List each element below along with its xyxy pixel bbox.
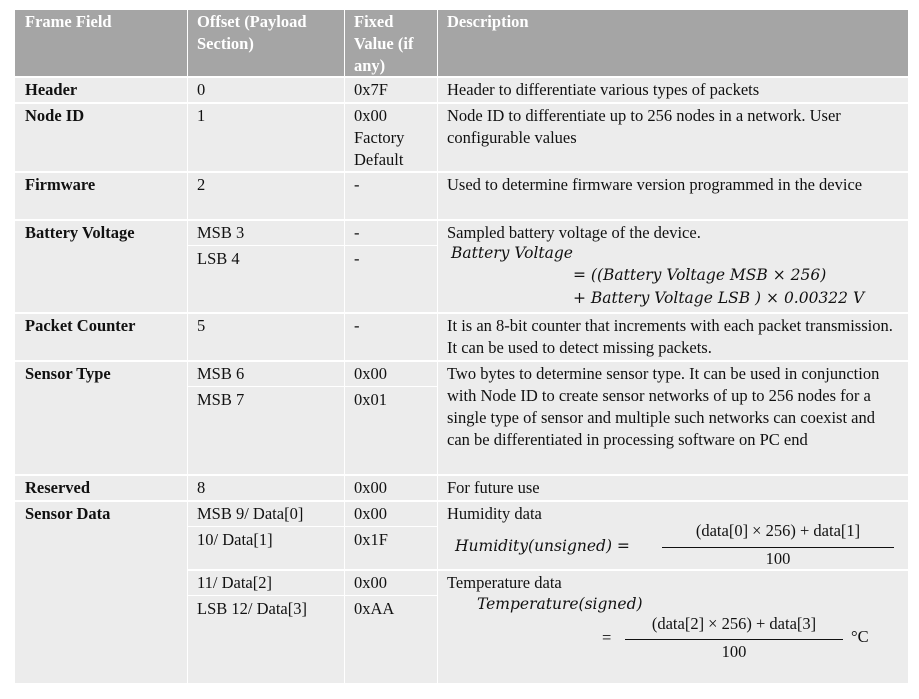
offset-packet-counter: 5 (197, 316, 206, 335)
field-battery-voltage: Battery Voltage (25, 223, 135, 242)
offset-sensor-data-11: 11/ Data[2] (197, 573, 272, 592)
temperature-equals: = (602, 628, 612, 647)
offset-sensor-data-12: LSB 12/ Data[3] (197, 599, 307, 618)
temperature-unit: °C (851, 627, 869, 646)
fixed-node-id: 0x00 Factory Default (354, 106, 405, 169)
row-sep-5 (15, 360, 908, 362)
row-sep-7 (15, 500, 908, 502)
field-sensor-type: Sensor Type (25, 364, 111, 383)
sub-sep-battery (188, 245, 437, 246)
battery-eq-line3: + Battery Voltage LSB ) × 0.00322 V (573, 289, 865, 307)
humidity-lhs: Humidity(unsigned) = (455, 537, 630, 555)
temperature-fraction-bar (625, 639, 843, 640)
field-header: Header (25, 80, 78, 99)
header-fixed-value: Fixed Value (if any) (344, 10, 437, 76)
offset-sensor-data-10: 10/ Data[1] (197, 530, 273, 549)
grid-line-v1 (187, 10, 188, 683)
row-sep-8 (187, 569, 908, 571)
temperature-numerator: (data[2] × 256) + data[3] (651, 614, 817, 633)
desc-node-id: Node ID to differentiate up to 256 nodes in a network. User configurable values (447, 106, 841, 147)
offset-sensor-type-7: MSB 7 (197, 390, 245, 409)
sub-sep-sensor-type (188, 386, 437, 387)
fixed-packet-counter: - (354, 316, 360, 335)
desc-header: Header to differentiate various types of packets (447, 80, 760, 99)
header-description: Description (437, 10, 908, 76)
offset-battery-msb: MSB 3 (197, 223, 245, 242)
fixed-sensor-data-9: 0x00 (354, 504, 387, 523)
field-packet-counter: Packet Counter (25, 316, 136, 335)
header-frame-field: Frame Field (15, 10, 187, 76)
desc-firmware: Used to determine firmware version programmed in the device (447, 175, 863, 194)
humidity-numerator: (data[0] × 256) + data[1] (695, 521, 861, 540)
row-sep-4 (15, 312, 908, 314)
fixed-firmware: - (354, 175, 360, 194)
offset-sensor-data-9: MSB 9/ Data[0] (197, 504, 304, 523)
fixed-reserved: 0x00 (354, 478, 387, 497)
offset-sensor-type-6: MSB 6 (197, 364, 245, 383)
fixed-sensor-data-11: 0x00 (354, 573, 387, 592)
desc-reserved: For future use (447, 478, 540, 497)
header-offset: Offset (Payload Section) (187, 10, 344, 76)
offset-node-id: 1 (197, 106, 206, 125)
offset-firmware: 2 (197, 175, 206, 194)
offset-header: 0 (197, 80, 206, 99)
row-sep-1 (15, 102, 908, 104)
sub-sep-data-1 (188, 526, 437, 527)
fixed-sensor-data-12: 0xAA (354, 599, 395, 618)
fixed-header: 0x7F (354, 80, 388, 99)
desc-packet-counter: It is an 8-bit counter that increments with each packet transmission. It can be used to detect missing packets. (447, 316, 893, 357)
grid-line-v2 (344, 10, 345, 683)
field-reserved: Reserved (25, 478, 91, 497)
offset-reserved: 8 (197, 478, 206, 497)
humidity-denominator: 100 (765, 549, 791, 568)
field-firmware: Firmware (25, 175, 96, 194)
fixed-battery-msb: - (354, 223, 360, 242)
humidity-title: Humidity data (447, 504, 542, 523)
desc-sensor-type: Two bytes to determine sensor type. It can be used in conjunction with Node ID to create sensor networks of up to 256 nodes for a single type of sensor and multiple such networks can coexist and can be differentiated in processing software on PC end (447, 364, 880, 449)
offset-battery-lsb: LSB 4 (197, 249, 240, 268)
humidity-fraction-bar (662, 547, 894, 548)
row-sep-header (15, 76, 908, 78)
row-sep-6 (15, 474, 908, 476)
temperature-title: Temperature data (447, 573, 562, 592)
battery-eq-line1: Battery Voltage (451, 244, 573, 262)
row-sep-3 (15, 219, 908, 221)
desc-battery-voltage: Sampled battery voltage of the device. (447, 223, 701, 242)
fixed-sensor-data-10: 0x1F (354, 530, 388, 549)
temperature-lhs: Temperature(signed) (477, 595, 643, 613)
grid-line-v3 (437, 10, 438, 683)
fixed-sensor-type-7: 0x01 (354, 390, 387, 409)
sub-sep-data-2 (188, 595, 437, 596)
field-node-id: Node ID (25, 106, 85, 125)
frame-format-table (15, 10, 908, 683)
row-sep-2 (15, 171, 908, 173)
fixed-sensor-type-6: 0x00 (354, 364, 387, 383)
battery-eq-line2: = ((Battery Voltage MSB × 256) (573, 266, 827, 284)
fixed-battery-lsb: - (354, 249, 360, 268)
temperature-denominator: 100 (721, 642, 747, 661)
field-sensor-data: Sensor Data (25, 504, 111, 523)
